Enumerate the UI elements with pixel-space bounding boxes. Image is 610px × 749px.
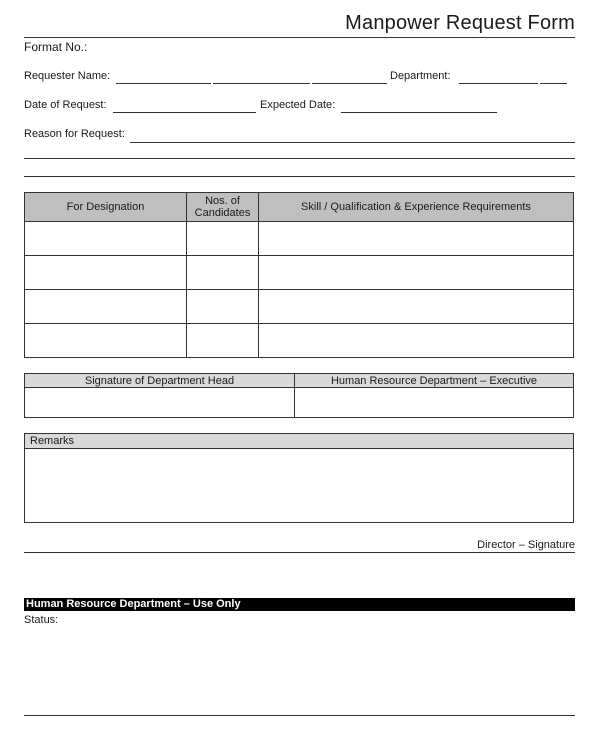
reason-field-line-1[interactable] [130,142,575,143]
table-row [25,290,574,324]
format-no-label: Format No.: [24,40,88,54]
requirements-header-row [25,193,574,222]
candidates-cell[interactable] [187,256,259,290]
date-of-request-label: Date of Request: [24,99,107,111]
expected-date-field[interactable] [341,112,497,113]
bottom-rule [24,715,575,716]
department-label: Department: [390,70,451,82]
requirements-cell[interactable] [259,324,574,358]
hr-executive-signature-label: Human Resource Department – Executive [295,374,574,388]
signatures-table [24,373,574,418]
hr-use-only-header: Human Resource Department – Use Only [24,598,575,611]
signatures-row [25,388,574,418]
department-field[interactable] [459,83,538,84]
requester-name-label: Requester Name: [24,70,111,82]
requirements-cell[interactable] [259,222,574,256]
table-row [25,324,574,358]
col-header-designation: For Designation [25,193,187,222]
director-signature-line[interactable] [24,552,575,553]
date-of-request-field[interactable] [113,112,256,113]
designation-cell[interactable] [25,290,187,324]
remarks-field[interactable] [25,449,573,523]
remarks-box [24,433,574,523]
table-row [25,256,574,290]
reason-field-line-3[interactable] [24,176,575,177]
candidates-cell[interactable] [187,324,259,358]
remarks-label: Remarks [25,434,573,449]
dept-head-signature-field[interactable] [25,388,295,418]
col-header-requirements: Skill / Qualification & Experience Requirements [259,193,574,222]
title-rule [24,37,575,38]
form-title: Manpower Request Form [345,12,575,34]
requester-name-field[interactable] [116,83,211,84]
hr-executive-signature-field[interactable] [295,388,574,418]
col-header-candidates: Nos. of Candidates [187,193,259,222]
status-label: Status: [24,614,59,626]
director-signature-label: Director – Signature [477,539,575,551]
candidates-cell[interactable] [187,222,259,256]
designation-cell[interactable] [25,256,187,290]
dept-head-signature-label: Signature of Department Head [25,374,295,388]
table-row [25,222,574,256]
department-field-2[interactable] [540,83,567,84]
signatures-header-row [25,374,574,388]
expected-date-label: Expected Date: [260,99,336,111]
requirements-cell[interactable] [259,256,574,290]
reason-field-line-2[interactable] [24,158,575,159]
designation-cell[interactable] [25,324,187,358]
designation-cell[interactable] [25,222,187,256]
requester-name-field-3[interactable] [312,83,387,84]
candidates-cell[interactable] [187,290,259,324]
requirements-cell[interactable] [259,290,574,324]
reason-label: Reason for Request: [24,128,125,140]
requester-name-field-2[interactable] [213,83,310,84]
requirements-table [24,192,574,358]
